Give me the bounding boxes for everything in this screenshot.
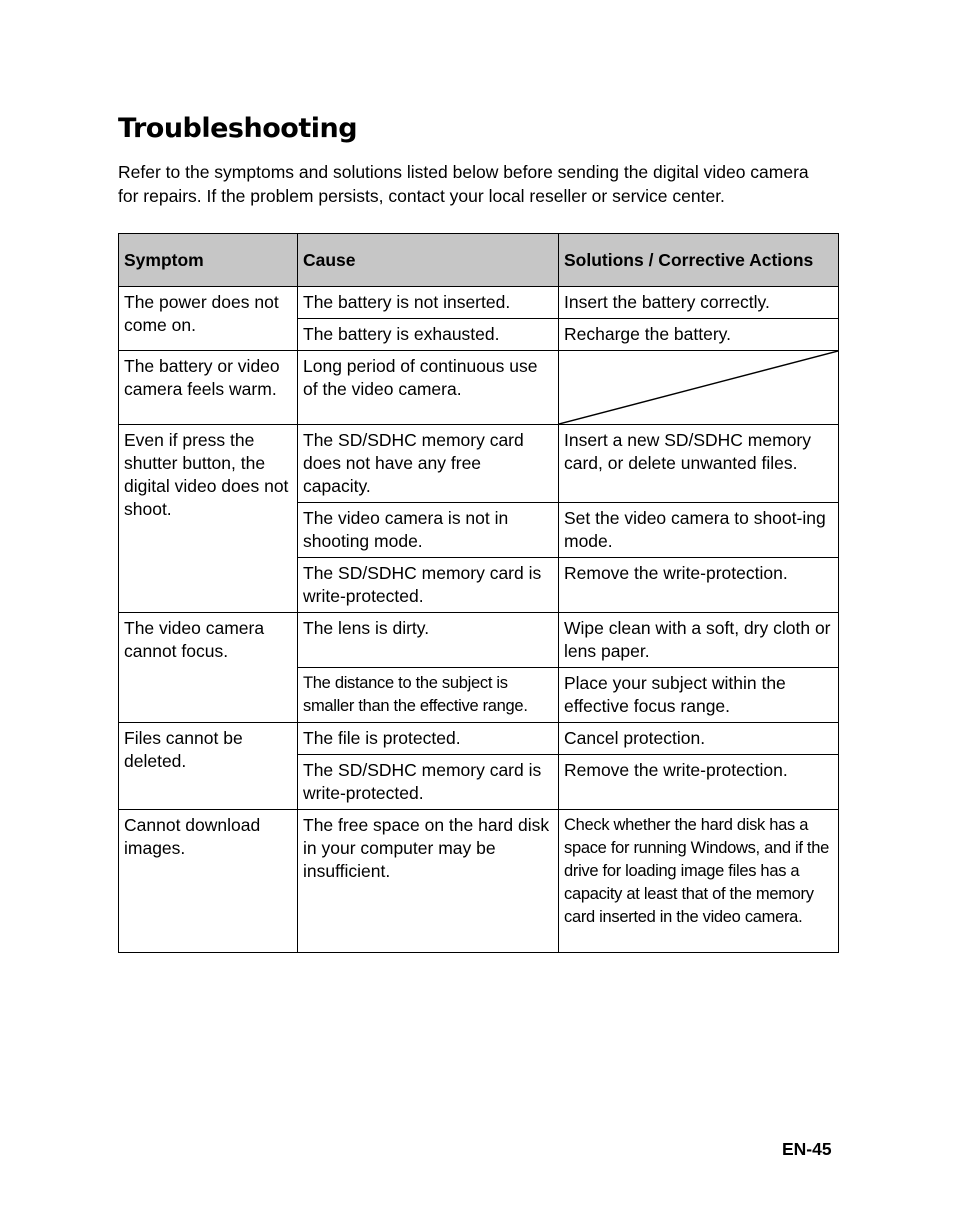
header-symptom: Symptom xyxy=(119,234,298,287)
cause-cell: The SD/SDHC memory card is write-protected. xyxy=(298,755,559,810)
table-row xyxy=(119,613,839,668)
cause-cell: The battery is exhausted. xyxy=(298,319,559,351)
cause-cell: The lens is dirty. xyxy=(298,613,559,668)
table-row xyxy=(119,425,839,503)
page-number: EN-45 xyxy=(782,1139,832,1159)
solution-cell: Check whether the hard disk has a space for running Windows, and if the drive for loading image files has a capacity at least that of the memory card inserted in the video camera. xyxy=(559,810,839,953)
header-cause: Cause xyxy=(298,234,559,287)
cause-cell: The SD/SDHC memory card does not have any free capacity. xyxy=(298,425,559,503)
page-title: Troubleshooting xyxy=(118,113,358,144)
cause-cell: The SD/SDHC memory card is write-protected. xyxy=(298,558,559,613)
header-solution: Solutions / Corrective Actions xyxy=(559,234,839,287)
symptom-cell: The power does not come on. xyxy=(119,287,298,351)
diagonal-strike-line xyxy=(559,351,838,424)
cause-cell: The battery is not inserted. xyxy=(298,287,559,319)
table-row xyxy=(119,351,839,425)
empty-solution-cell xyxy=(559,351,839,425)
solution-cell: Place your subject within the effective focus range. xyxy=(559,668,839,723)
solution-cell: Set the video camera to shoot-ing mode. xyxy=(559,503,839,558)
solution-cell: Insert a new SD/SDHC memory card, or delete unwanted files. xyxy=(559,425,839,503)
table-row xyxy=(119,723,839,755)
solution-cell: Remove the write-protection. xyxy=(559,755,839,810)
symptom-cell: Even if press the shutter button, the digital video does not shoot. xyxy=(119,425,298,613)
symptom-cell: Cannot download images. xyxy=(119,810,298,953)
cause-cell: The file is protected. xyxy=(298,723,559,755)
troubleshooting-table xyxy=(118,233,839,953)
cause-cell: The distance to the subject is smaller than the effective range. xyxy=(298,668,559,723)
cause-cell: Long period of continuous use of the video camera. xyxy=(298,351,559,425)
symptom-cell: The battery or video camera feels warm. xyxy=(119,351,298,425)
intro-paragraph: Refer to the symptoms and solutions listed below before sending the digital video camera for repairs. If the problem persists, contact your local reseller or service center. xyxy=(118,162,809,206)
symptom-cell: Files cannot be deleted. xyxy=(119,723,298,810)
table-row xyxy=(119,810,839,953)
table-header-row xyxy=(119,234,839,287)
cause-cell: The free space on the hard disk in your computer may be insufficient. xyxy=(298,810,559,953)
solution-cell: Cancel protection. xyxy=(559,723,839,755)
symptom-cell: The video camera cannot focus. xyxy=(119,613,298,723)
solution-cell: Wipe clean with a soft, dry cloth or lens paper. xyxy=(559,613,839,668)
solution-cell: Recharge the battery. xyxy=(559,319,839,351)
solution-cell: Insert the battery correctly. xyxy=(559,287,839,319)
cause-cell: The video camera is not in shooting mode. xyxy=(298,503,559,558)
table-row xyxy=(119,287,839,319)
solution-cell: Remove the write-protection. xyxy=(559,558,839,613)
